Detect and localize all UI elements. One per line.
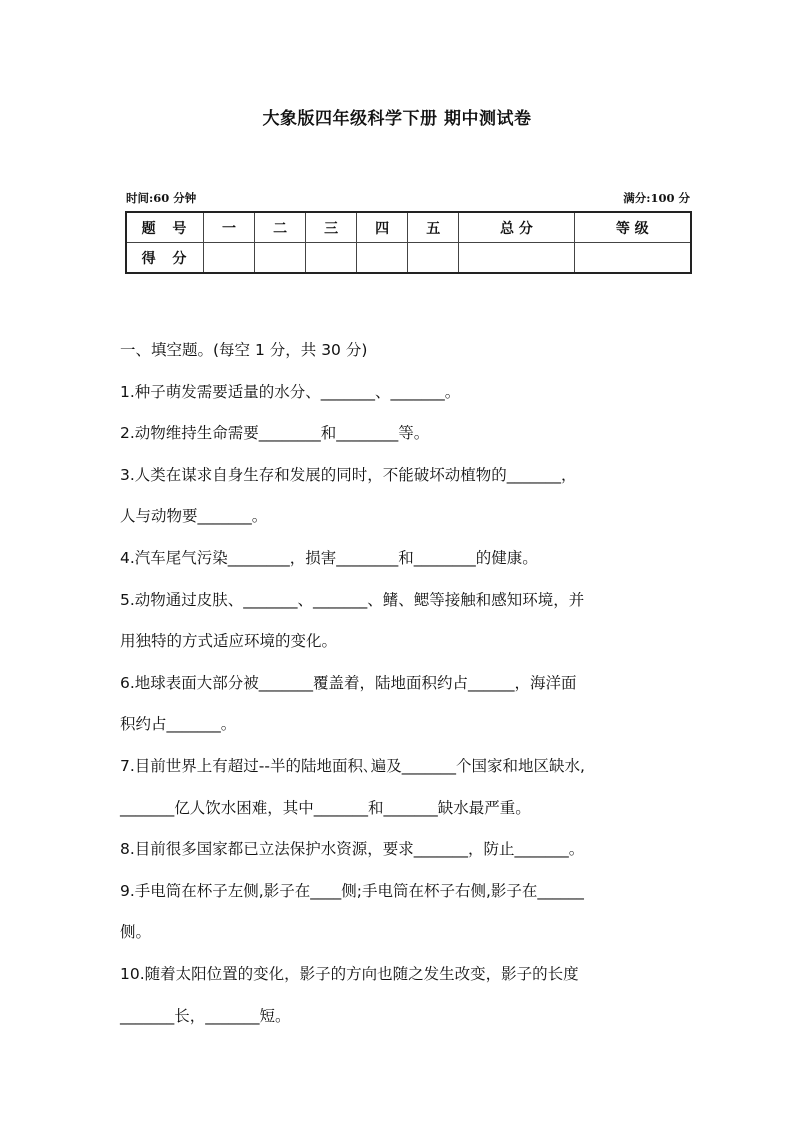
score-cell <box>306 243 357 274</box>
score-table-score-row <box>126 243 691 274</box>
score-table-header-cell: 题 号 <box>126 212 204 243</box>
question-line: 积约占_______。 <box>120 715 237 734</box>
question-line: 1.种子萌发需要适量的水分、_______、_______。 <box>120 382 461 401</box>
score-cell <box>459 243 574 274</box>
score-cell <box>574 243 691 274</box>
score-table-header-cell: 总 分 <box>459 212 574 243</box>
question-line: 7.目前世界上有超过--半的陆地面积､遍及_______个国家和地区缺水, <box>120 756 585 775</box>
question-line: 用独特的方式适应环境的变化。 <box>120 632 338 651</box>
score-table-header-cell: 一 <box>204 212 255 243</box>
question-line: 9.手电筒在杯子左侧,影子在____侧;手电筒在杯子右侧,影子在______ <box>120 881 584 900</box>
question-line: 5.动物通过皮肤、_______、_______、鳍、鳃等接触和感知环境，并 <box>120 590 585 609</box>
score-cell <box>357 243 408 274</box>
score-table-header-cell: 等 级 <box>574 212 691 243</box>
full-score-label: 满分:100 分 <box>623 191 690 205</box>
score-cell <box>408 243 459 274</box>
time-label: 时间:60 分钟 <box>126 191 197 205</box>
question-section-1 <box>120 330 680 1037</box>
page-title: 大象版四年级科学下册 期中测试卷 <box>262 109 532 129</box>
score-table-header-cell: 四 <box>357 212 408 243</box>
score-cell <box>255 243 306 274</box>
question-line: 8.目前很多国家都已立法保护水资源，要求_______，防止_______。 <box>120 840 585 859</box>
question-line: _______亿人饮水困难，其中_______和_______缺水最严重。 <box>120 798 531 817</box>
question-line: 6.地球表面大部分被_______覆盖着，陆地面积约占______，海洋面 <box>120 673 577 692</box>
question-line: 2.动物维持生命需要________和________等。 <box>120 424 430 443</box>
question-line: 侧。 <box>120 923 152 942</box>
question-line: 10.随着太阳位置的变化，影子的方向也随之发生改变，影子的长度 <box>120 964 579 983</box>
score-table-header-row <box>126 212 691 243</box>
question-line: 人与动物要_______。 <box>120 507 268 526</box>
score-row-label: 得 分 <box>126 243 204 274</box>
score-table <box>125 211 692 274</box>
score-table-header-cell: 二 <box>255 212 306 243</box>
question-line: 4.汽车尾气污染________，损害________和________的健康。 <box>120 548 538 567</box>
score-table-header-cell: 五 <box>408 212 459 243</box>
question-line: _______长，_______短。 <box>120 1006 291 1025</box>
score-table-header-cell: 三 <box>306 212 357 243</box>
score-cell <box>204 243 255 274</box>
section-heading: 一、填空题。(每空 1 分，共 30 分) <box>120 341 368 359</box>
question-line: 3.人类在谋求自身生存和发展的同时，不能破坏动植物的_______， <box>120 465 577 484</box>
